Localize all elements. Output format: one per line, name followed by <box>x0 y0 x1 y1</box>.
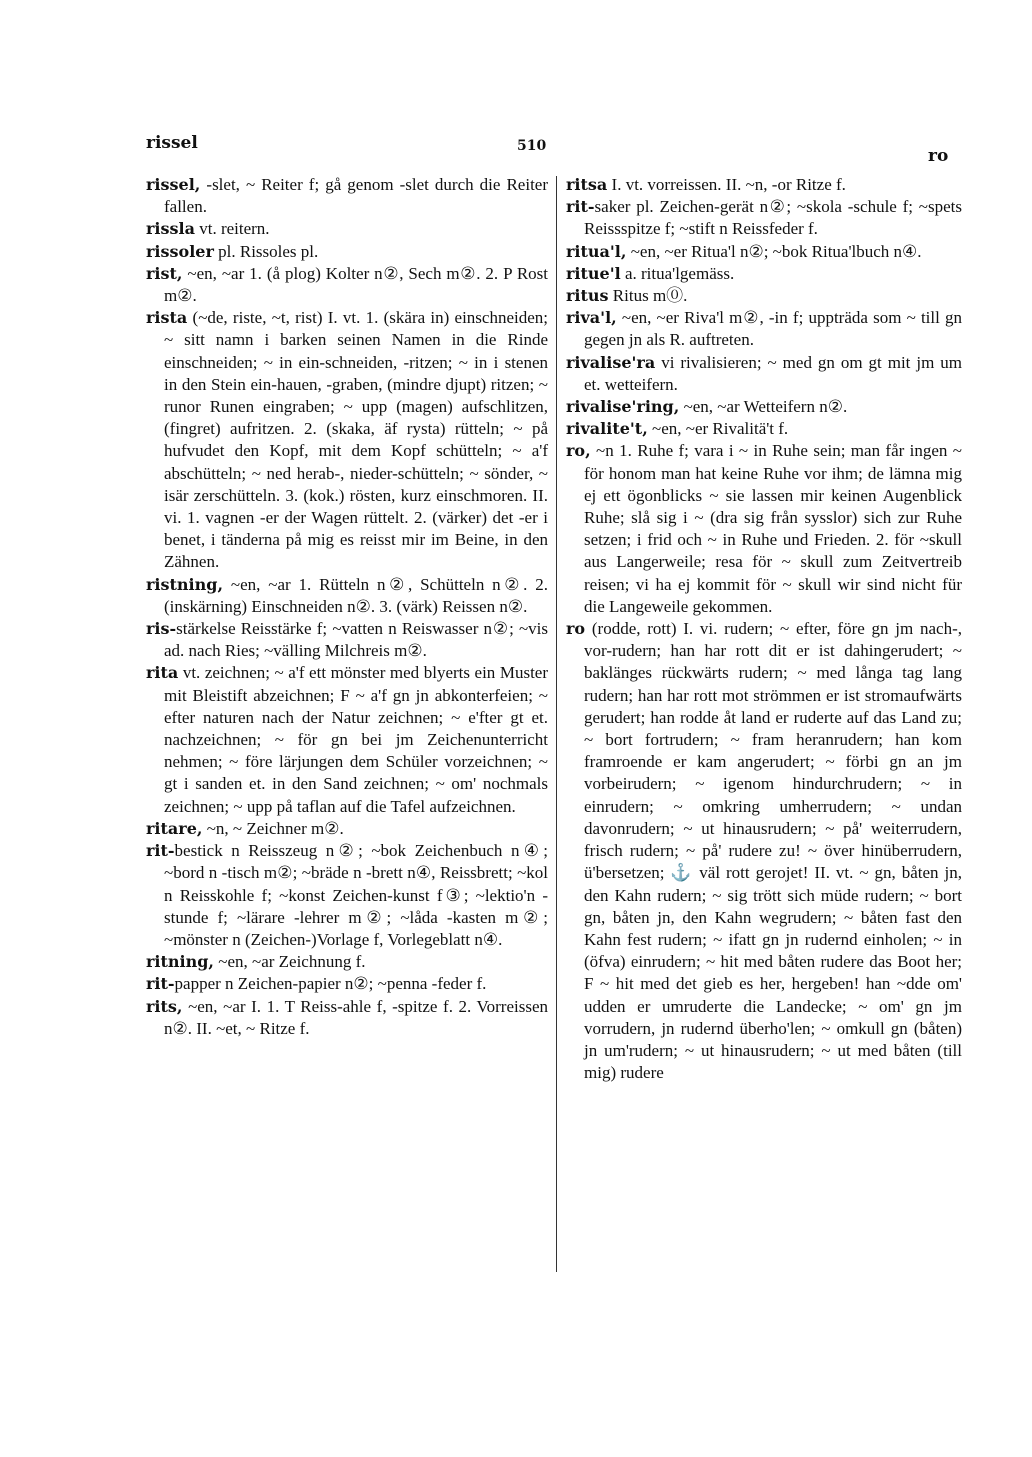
entry-text: Ritus m⓪. <box>612 286 688 306</box>
entry-text: ~n 1. Ruhe f; vara i ~ in Ruhe sein; man får ingen ~ för honom man hat keine Ruhe vor ihm; de lämna mig ej ett ögonblicks ~ sie lassen mir keinen Augenblick Ruhe; slå sig i ~ (dra sig från sysslor) sich zur Ruhe setzen; i frid och ~ in Ruhe und Frieden. 2. för ~skull aus Langerweile; resa för ~ skull zum Zeitvertreib reisen; vi ha ej kommit för ~ skull wir sind nicht für die Langeweile gekommen. <box>584 441 962 616</box>
entry-text: papper n Zeichen-papier n②; ~penna -feder f. <box>174 974 487 994</box>
headword: rit- <box>146 841 175 861</box>
headword: rits, <box>146 996 183 1016</box>
entry-text: stärkelse Reisstärke f; ~vatten n Reiswasser n②; ~vis ad. nach Ries; ~välling Milchreis m②. <box>164 619 548 661</box>
dictionary-entry <box>566 396 962 418</box>
dictionary-entry <box>146 574 548 618</box>
entry-text: ~en, ~er Ritua'l n②; ~bok Ritua'lbuch n④. <box>630 241 922 261</box>
headword: ritus <box>566 286 609 306</box>
column-divider <box>556 176 557 1272</box>
headword: rivalise'ring, <box>566 397 680 417</box>
dictionary-entry <box>566 418 962 440</box>
dictionary-entry <box>146 307 548 573</box>
dictionary-entry <box>146 818 548 840</box>
headword: rissel, <box>146 175 201 194</box>
entry-text: vt. zeichnen; ~ a'f ett mönster med blyerts ein Muster mit Bleistift abzeichnen; F ~ a'f gn jn abkonterfeien; ~ efter naturen nach der Natur zeichnen; ~ e'fter gt et. nachzeichnen; ~ för gn bei jm Zeichenunterricht nehmen; ~ före lärjungen dem Schüler vorzeichnen; ~ gt i sanden et. in den Sand zeichnen; ~ om' nochmals zeichnen; ~ upp på taflan auf die Tafel aufzeichnen. <box>164 663 549 816</box>
entry-text: ~en, ~er Riva'l m②, -in f; uppträda som ~ till gn gegen jn als R. auftreten. <box>584 308 962 350</box>
headword: rist, <box>146 263 183 283</box>
dictionary-entry <box>146 840 548 951</box>
headword: rissoler <box>146 241 214 261</box>
dictionary-entry <box>146 174 548 218</box>
headword: ritare, <box>146 818 203 838</box>
headword: ritue'l <box>566 263 621 283</box>
dictionary-entry <box>146 618 548 662</box>
headword: rista <box>146 308 188 328</box>
dictionary-entry <box>566 174 962 196</box>
headword: ritning, <box>146 952 214 972</box>
dictionary-entry <box>146 951 548 973</box>
dictionary-entry <box>566 263 962 285</box>
entry-text: -slet, ~ Reiter f; gå genom -slet durch die Reiter fallen. <box>164 175 549 217</box>
right-column <box>566 174 962 1084</box>
dictionary-entry <box>566 196 962 240</box>
dictionary-entry <box>146 662 548 817</box>
dictionary-entry <box>566 352 962 396</box>
headword: ris- <box>146 619 177 639</box>
entry-text: pl. Rissoles pl. <box>218 241 319 261</box>
headword: rit- <box>146 974 175 994</box>
headword: rivalise'ra <box>566 352 656 372</box>
dictionary-entry <box>566 285 962 307</box>
entry-text: ~en, ~er Rivalitä't f. <box>652 419 789 439</box>
headword: rivalite't, <box>566 419 648 439</box>
entry-text: a. ritua'lgemäss. <box>624 263 735 283</box>
headword: rissla <box>146 219 195 239</box>
dictionary-entry <box>146 241 548 263</box>
running-head-right: ro <box>928 146 949 166</box>
entry-text: I. vt. vorreissen. II. ~n, -or Ritze f. <box>611 175 846 194</box>
entry-text: vi rivalisieren; ~ med gn om gt mit jm um et. wetteifern. <box>584 352 962 394</box>
entry-text: ~en, ~ar Zeichnung f. <box>218 952 366 972</box>
dictionary-entry <box>146 263 548 307</box>
headword: ritua'l, <box>566 241 627 261</box>
entry-text: saker pl. Zeichen-gerät n②; ~skola -schule f; ~spets Reissspitze f; ~stift n Reissfeder f. <box>584 197 962 239</box>
entry-text: vt. reitern. <box>199 219 270 239</box>
entry-text: ~en, ~ar 1. Rütteln n②, Schütteln n②. 2. (inskärning) Einschneiden n②. 3. (värk) Reissen n②. <box>164 574 549 616</box>
dictionary-entry <box>566 241 962 263</box>
headword: riva'l, <box>566 308 617 328</box>
entry-text: ~en, ~ar I. 1. T Reiss-ahle f, -spitze f. 2. Vorreissen n②. II. ~et, ~ Ritze f. <box>164 996 548 1038</box>
dictionary-entry <box>566 440 962 618</box>
entry-text: ~en, ~ar 1. (å plog) Kolter n②, Sech m②. 2. P Rost m②. <box>164 263 549 306</box>
headword: rita <box>146 663 179 683</box>
entry-text: ~n, ~ Zeichner m②. <box>206 818 344 838</box>
headword: ro <box>566 619 586 639</box>
left-column <box>146 174 548 1040</box>
running-head-left: rissel <box>146 133 198 153</box>
dictionary-entry <box>146 218 548 240</box>
dictionary-entry <box>566 618 962 1084</box>
headword: ritsa <box>566 175 608 194</box>
page-number: 510 <box>517 138 547 154</box>
entry-text: ~en, ~ar Wetteifern n②. <box>683 397 848 417</box>
headword: rit- <box>566 197 595 217</box>
headword: ristning, <box>146 574 224 594</box>
entry-text: (rodde, rott) I. vi. rudern; ~ efter, före gn jm nach-, vor-rudern; han har rott dit er ist dahingerudert; ~ baklänges rückwärts rudern; ~ med långa tag lang rudern; han har rott mot strömmen er ist stromaufwärts gerudert; han rodde åt land er ruderte auf das Land zu; ~ bort fortrudern; ~ fram heranrudern; han kom framroende er kam angerudert; ~ förbi gn an jm vorbeirudern; ~ igenom hindurchrudern; ~ in einrudern; ~ omkring umherrudern; ~ undan davonrudern; ~ ut hinausrudern; ~ på' weiterrudern, frisch rudern; ~ på' rudere zu! ~ över hinüberrudern, ü'bersetzen; ⚓ väl rott gerojet! II. vt. ~ gn, båten jn, den Kahn rudern; ~ sig trött sich müde rudern; ~ bort gn, båten jn, den Kahn wegrudern; ~ båten fast den Kahn fest rudern; ~ ifatt gn jn rudernd einholen; ~ in (öfva) einrudern; ~ hit med båten rudere das Boot her; F ~ hit med det gieb es her, hergeben! han ~dde om' udden er umruderte die Landecke; ~ om' gn jm vorrudern, jn rudernd überho'len; ~ omkull gn (båten) jn um'rudern; ~ ut hinausrudern; ~ ut med båten (till mig) rudere <box>584 619 962 1083</box>
entry-text: bestick n Reisszeug n②; ~bok Zeichenbuch n④; ~bord n -tisch m②; ~bräde n -brett n④, Reissbrett; ~kol n Reisskohle f; ~konst Zeichen-kunst f③; ~lektio'n -stunde f; ~lärare -lehrer m②; ~låda -kasten m②; ~mönster n (Zeichen-)Vorlage f, Vorlegeblatt n④. <box>164 841 548 949</box>
entry-text: (~de, riste, ~t, rist) I. vt. 1. (skära in) einschneiden; ~ sitt namn i barken seinen Namen in die Rinde einschneiden; ~ in ein-schneiden, -ritzen; ~ in i stenen in den Stein ein-hauen, -graben, (mindre djupt) ritzen; ~ runor Runen eingraben; ~ upp (magen) aufschlitzen, (fingret) aufritzen. 2. (skaka, äf rysta) rütteln; ~ på hufvudet den Kopf, mit dem Kopf schütteln; ~ a'f abschütteln; ~ ned herab-, nieder-schütteln; ~ sönder, ~ isär zerschütteln. 3. (kok.) rösten, kurz einschmoren. II. vi. 1. vagnen -er der Wagen rüttelt. 2. (värker) det -er i benet, i tänderna på mig es reisst mir im Beine, in den Zähnen. <box>164 308 548 572</box>
dictionary-entry <box>566 307 962 351</box>
dictionary-entry <box>146 996 548 1040</box>
dictionary-entry <box>146 973 548 995</box>
headword: ro, <box>566 441 591 461</box>
